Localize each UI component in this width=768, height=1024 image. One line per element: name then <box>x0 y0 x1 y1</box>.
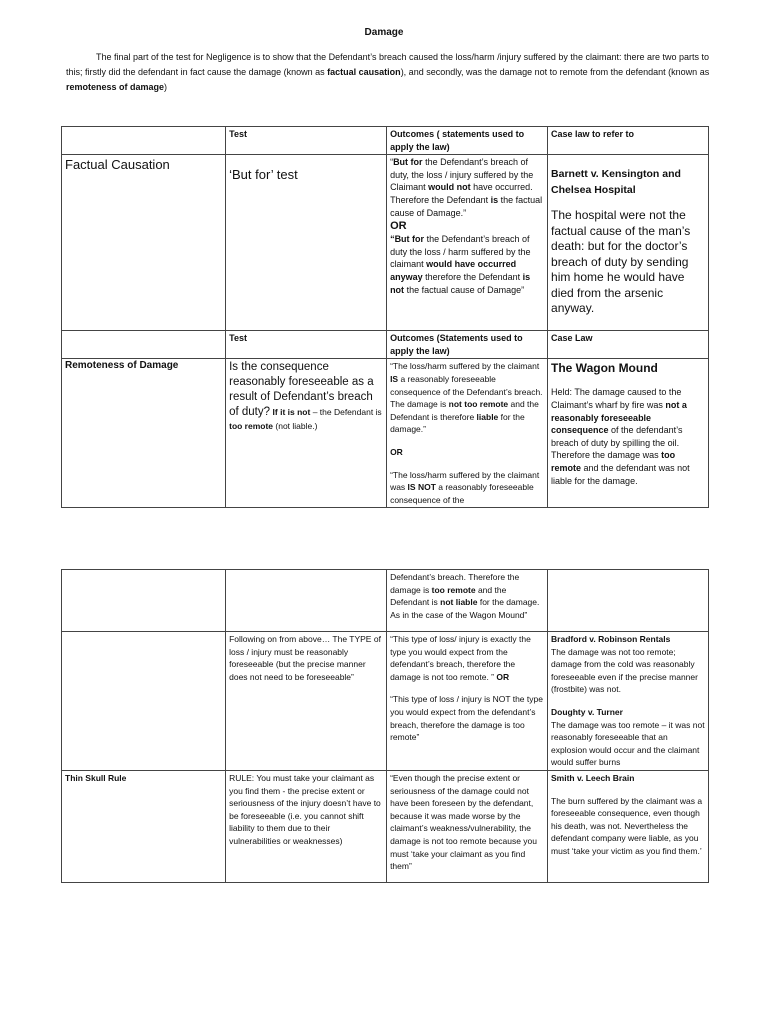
header2-empty-cell <box>62 331 226 359</box>
remoteness-test-note: If it is not – the Defendant is too remote (not liable.) <box>229 407 382 432</box>
continuation-empty-2 <box>226 570 387 632</box>
type-test: Following on from above… The TYPE of loss / injury must be reasonably foreseeable (but the precise manner does not need to be foreseeable” <box>226 632 387 771</box>
type-row-empty <box>62 632 226 771</box>
thin-skull-case-cell <box>548 770 709 882</box>
table-header-row <box>62 127 709 155</box>
factual-outcome-would-not: “But for the Defendant’s breach of duty, the loss / injury suffered by the Claimant would not have occurred. Therefore the Defendant is the factual cause of Damage.” <box>390 157 543 218</box>
header2-outcomes: Outcomes (Statements used to apply the law) <box>387 331 548 359</box>
type-case-cell <box>548 632 709 771</box>
case-barnett-text: The hospital were not the factual cause of the man’s death: but for the doctor’s breach of duty by sending him home he would have died from the arsenic anyway. <box>551 208 691 316</box>
header-test: Test <box>226 127 387 155</box>
factual-test-cell <box>226 155 387 331</box>
thin-skull-outcome: “Even though the precise extent or seriousness of the damage could not have been foreseen by the defendant, because it was made worse by the claimant’s weakness/vulnerability, the damage is not too remote because you must ‘take your claimant as you find them” <box>387 770 548 882</box>
table-row-continuation <box>62 570 709 632</box>
header2-test: Test <box>226 331 387 359</box>
remoteness-test-cell <box>226 359 387 508</box>
factual-case-cell <box>548 155 709 331</box>
type-outcome-not-remote: “This type of loss/ injury is exactly the type you would expect from the defendant’s breach, therefore the damage is not too remote. ” OR <box>390 634 531 682</box>
case-doughty-text: The damage was too remote – it was not reasonably foreseeable that an explosion would occur and the claimant would suffer burns <box>551 719 705 768</box>
factual-causation-label: Factual Causation <box>65 157 170 173</box>
case-bradford-name: Bradford v. Robinson Rentals <box>551 634 671 644</box>
case-wagon-mound-name: The Wagon Mound <box>551 361 658 376</box>
case-doughty-name: Doughty v. Turner <box>551 706 623 717</box>
case-smith-name: Smith v. Leech Brain <box>551 772 635 783</box>
header-empty-cell <box>62 127 226 155</box>
remoteness-outcomes-cell <box>387 359 548 508</box>
table-header-row-2 <box>62 331 709 359</box>
remoteness-test-question: Is the consequence reasonably foreseeable as a result of Defendant’s breach of duty? <box>229 361 374 419</box>
remoteness-case-cell <box>548 359 709 508</box>
remoteness-outcome-is: “The loss/harm suffered by the claimant IS a reasonably foreseeable consequence of the Defendant’s breach. The damage is not too remote and the Defendant is therefore liable for the damage.” <box>390 361 543 435</box>
case-smith-text: The burn suffered by the claimant was a foreseeable consequence, even though his death, was not. Nevertheless the defendant company were liable, as you must ‘take your victim as you find them.’ <box>551 795 703 856</box>
but-for-test-label: ‘But for’ test <box>229 167 298 183</box>
continuation-outcome: Defendant’s breach. Therefore the damage is too remote and the Defendant is not liable for the damage. As in the case of the Wagon Mound” <box>387 570 548 632</box>
continuation-empty-1 <box>62 570 226 632</box>
thin-skull-test: RULE: You must take your claimant as you find them - the precise extent or seriousness of the injury doesn’t have to be foreseeable (i.e. you cannot shift liability to them due to their vulnerabilities or weaknesses) <box>226 770 387 882</box>
header-outcomes: Outcomes ( statements used to apply the law) <box>387 127 548 155</box>
thin-skull-label: Thin Skull Rule <box>62 770 226 882</box>
continuation-empty-4 <box>548 570 709 632</box>
table-row-remoteness <box>62 359 709 508</box>
table-row-thin-skull <box>62 770 709 882</box>
remoteness-outcome-is-not: “The loss/harm suffered by the claimant was IS NOT a reasonably foreseeable consequence of the <box>390 469 540 505</box>
factual-outcome-would-have: “But for the Defendant’s breach of duty the loss / harm suffered by the claimant would have occurred anyway therefore the Defendant is not the factual cause of Damage” <box>390 234 531 295</box>
intro-paragraph: The final part of the test for Negligence is to show that the Defendant’s breach caused the loss/harm /injury suffered by the claimant: there are two parts to this; firstly did the defendant in fact cause the damage (known as factual causation), and secondly, was the damage not to remote from the defendant (known as remoteness of damage) <box>66 52 710 92</box>
table-row-factual-causation <box>62 155 709 331</box>
header2-case-law: Case Law <box>548 331 709 359</box>
header-case-law: Case law to refer to <box>548 127 709 155</box>
case-bradford-text: The damage was not too remote; damage from the cold was reasonably foreseeable even if the precise manner (frostbite) was not. <box>551 646 698 695</box>
type-outcomes-cell <box>387 632 548 771</box>
damage-table-page2 <box>61 569 709 883</box>
remoteness-label: Remoteness of Damage <box>62 359 226 508</box>
row-label-factual-causation <box>62 155 226 331</box>
table-row-type-of-damage <box>62 632 709 771</box>
case-wagon-mound-text: Held: The damage caused to the Claimant’s wharf by fire was not a reasonably foreseeable consequence of the defendant’s breach of duty by spilling the oil. Therefore the damage was too remote and the defendant was not liable for the damage. <box>551 387 690 486</box>
type-outcome-remote: “This type of loss / injury is NOT the type you would expect from the defendant’s breach, therefore the damage is too remote” <box>390 694 543 743</box>
factual-outcomes-cell <box>387 155 548 331</box>
damage-table-page1 <box>61 126 709 508</box>
page-title: Damage <box>364 27 404 38</box>
remoteness-or: OR <box>390 446 403 457</box>
case-barnett-name: Barnett v. Kensington and Chelsea Hospital <box>551 168 681 197</box>
factual-or: OR <box>390 220 407 233</box>
